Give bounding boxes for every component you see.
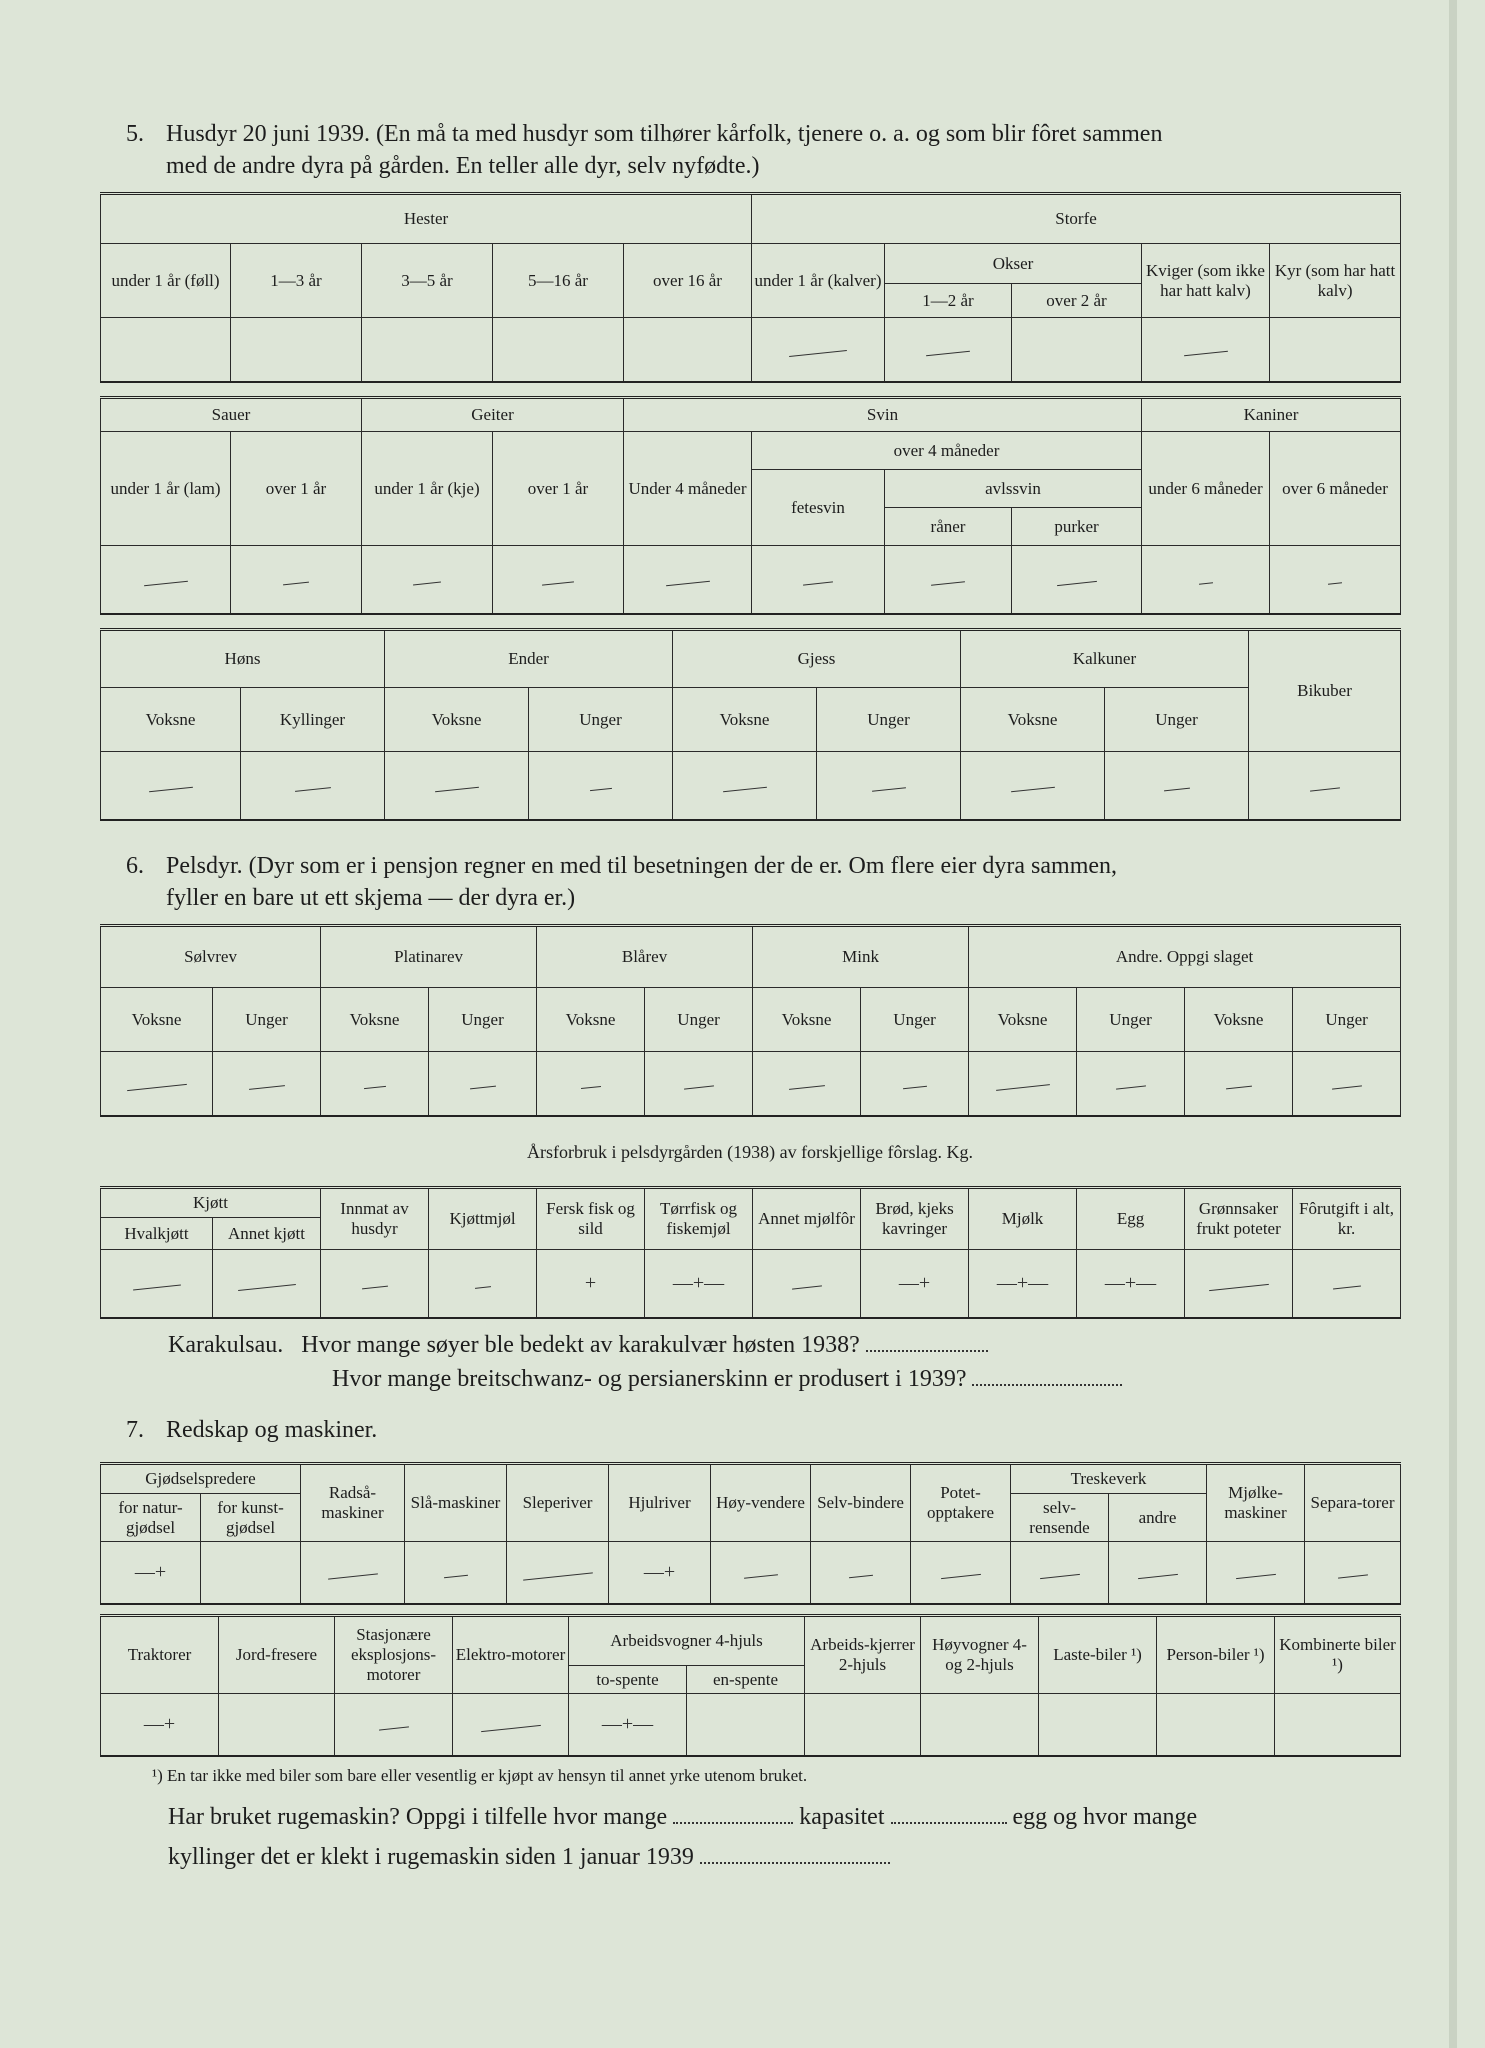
handwritten-dash — [283, 582, 309, 586]
entry-cell[interactable] — [101, 1052, 213, 1116]
handwritten-dash — [133, 1285, 181, 1291]
entry-cell[interactable] — [429, 1052, 537, 1116]
handwritten-dash — [249, 1085, 285, 1090]
col-gjess-voksne: Voksne — [673, 688, 817, 752]
col-kyllinger: Kyllinger — [241, 688, 385, 752]
entry-cell[interactable] — [231, 318, 362, 382]
header-gjess: Gjess — [673, 630, 961, 688]
entry-cell[interactable] — [961, 752, 1105, 820]
table-sauer-svin — [100, 396, 1401, 615]
handwritten-mark: —+ — [134, 1560, 167, 1583]
col-elektromotorer: Elektro-motorer — [453, 1616, 569, 1694]
col-voksne: Voksne — [101, 988, 213, 1052]
handwritten-mark: —+ — [643, 1560, 676, 1583]
col-sauer-over1: over 1 år — [231, 432, 362, 546]
entry-cell[interactable] — [1305, 1542, 1401, 1604]
entry-cell[interactable] — [885, 546, 1012, 614]
header-arbeidsvogner: Arbeidsvogner 4-hjuls — [569, 1616, 805, 1666]
col-separatorer: Separa-torer — [1305, 1464, 1401, 1542]
header-okser: Okser — [885, 244, 1142, 284]
entry-cell[interactable] — [645, 1250, 753, 1318]
entry-cell[interactable] — [1185, 1052, 1293, 1116]
header-ender: Ender — [385, 630, 673, 688]
entry-cell[interactable] — [493, 318, 624, 382]
header-treskeverk: Treskeverk — [1011, 1464, 1207, 1494]
section-7-title: 7. Redskap og maskiner. — [126, 1417, 378, 1443]
entry-cell[interactable] — [101, 318, 231, 382]
col-bikuber: Bikuber — [1249, 630, 1401, 752]
col-slamaskiner: Slå-maskiner — [405, 1464, 507, 1542]
handwritten-dash — [1236, 1574, 1276, 1579]
table-pelsdyr — [100, 924, 1401, 1117]
handwritten-dash — [1332, 1086, 1362, 1090]
handwritten-dash — [789, 1085, 825, 1090]
section-6-title: 6. Pelsdyr. (Dyr som er i pensjon regner en med til besetningen der de er. Om flere eier dyra sammen, fyller en bare ut ett skjema — der dyra er.) — [126, 853, 1118, 911]
handwritten-dash — [581, 1086, 601, 1089]
handwritten-dash — [1328, 583, 1342, 585]
col-personbiler: Person-biler ¹) — [1157, 1616, 1275, 1694]
entry-cell[interactable] — [453, 1694, 569, 1756]
col-hons-voksne: Voksne — [101, 688, 241, 752]
col-egg: Egg — [1077, 1188, 1185, 1250]
col-kaniner-over6: over 6 måneder — [1270, 432, 1401, 546]
entry-cell[interactable] — [673, 752, 817, 820]
table-vogner — [100, 1614, 1401, 1757]
col-kunstgjodsel: for kunst-gjødsel — [201, 1494, 301, 1542]
rugemaskin-kyllinger[interactable] — [700, 1862, 890, 1864]
entry-cell[interactable] — [969, 1052, 1077, 1116]
handwritten-mark: —+— — [996, 1271, 1049, 1294]
col-voksne: Voksne — [753, 988, 861, 1052]
col-ender-voksne: Voksne — [385, 688, 529, 752]
entry-cell[interactable] — [101, 1250, 213, 1318]
handwritten-dash — [723, 787, 767, 793]
entry-cell[interactable] — [537, 1250, 645, 1318]
col-hester-3-5: 3—5 år — [362, 244, 493, 318]
entry-cell[interactable] — [493, 546, 624, 614]
karakul-answer-1[interactable] — [866, 1350, 988, 1352]
handwritten-dash — [364, 1086, 386, 1089]
col-potetopptakere: Potet-opptakere — [911, 1464, 1011, 1542]
entry-cell[interactable] — [645, 1052, 753, 1116]
handwritten-dash — [1199, 583, 1213, 585]
col-radsamaskiner: Radså-maskiner — [301, 1464, 405, 1542]
handwritten-dash — [666, 581, 710, 587]
handwritten-dash — [444, 1575, 468, 1579]
col-voksne: Voksne — [321, 988, 429, 1052]
entry-cell[interactable] — [861, 1052, 969, 1116]
entry-cell[interactable] — [609, 1542, 711, 1604]
entry-cell[interactable] — [1157, 1694, 1275, 1756]
col-kombinerte-biler: Kombinerte biler ¹) — [1275, 1616, 1401, 1694]
rugemaskin-kapasitet[interactable] — [891, 1822, 1007, 1824]
rugemaskin-question: Har bruket rugemaskin? Oppgi i tilfelle hvor mange kapasitet egg og hvor mange — [168, 1804, 1198, 1830]
handwritten-dash — [149, 787, 193, 793]
entry-cell[interactable] — [321, 1250, 429, 1318]
header-andre: Andre. Oppgi slaget — [969, 926, 1401, 988]
col-annet-kjott: Annet kjøtt — [213, 1218, 321, 1250]
col-kalkuner-unger: Unger — [1105, 688, 1249, 752]
col-hoyvendere: Høy-vendere — [711, 1464, 811, 1542]
entry-cell[interactable] — [385, 752, 529, 820]
handwritten-dash — [328, 1574, 378, 1580]
entry-cell[interactable] — [624, 318, 752, 382]
col-kaniner-under6: under 6 måneder — [1142, 432, 1270, 546]
handwritten-dash — [1184, 351, 1228, 357]
section-5-title: 5. Husdyr 20 juni 1939. (En må ta med husdyr som tilhører kårfolk, tjenere o. a. og som blir fôret sammen med de andre dyra på gården. En teller alle dyr, selv nyfødte.) — [126, 121, 1163, 179]
col-jordfresere: Jord-freserе — [219, 1616, 335, 1694]
handwritten-dash — [1226, 1086, 1252, 1090]
col-kjottmjol: Kjøttmjøl — [429, 1188, 537, 1250]
col-brod: Brød, kjeks kavringer — [861, 1188, 969, 1250]
entry-cell[interactable] — [1270, 546, 1401, 614]
entry-cell[interactable] — [752, 546, 885, 614]
entry-cell[interactable] — [1012, 318, 1142, 382]
handwritten-dash — [789, 350, 847, 357]
col-unger: Unger — [429, 988, 537, 1052]
handwritten-dash — [127, 1084, 187, 1091]
col-hester-1-3: 1—3 år — [231, 244, 362, 318]
col-unger: Unger — [1293, 988, 1401, 1052]
col-en-spente: en-spente — [687, 1666, 805, 1694]
handwritten-dash — [931, 581, 965, 586]
handwritten-mark: —+ — [143, 1712, 176, 1735]
footnote: ¹) En tar ikke med biler som bare eller vesentlig er kjøpt av hensyn til annet yrke utenom bruket. — [152, 1766, 808, 1785]
col-unger: Unger — [861, 988, 969, 1052]
col-kviger: Kviger (som ikke har hatt kalv) — [1142, 244, 1270, 318]
rugemaskin-question-2: kyllinger det er klekt i rugemaskin siden 1 januar 1939 — [168, 1842, 890, 1872]
handwritten-dash — [1209, 1284, 1269, 1291]
col-innmat: Innmat av husdyr — [321, 1188, 429, 1250]
table-forbruk — [100, 1186, 1401, 1319]
entry-cell[interactable] — [1039, 1694, 1157, 1756]
col-kyr: Kyr (som har hatt kalv) — [1270, 244, 1401, 318]
header-kaniner: Kaniner — [1142, 398, 1401, 432]
entry-cell[interactable] — [1275, 1694, 1401, 1756]
header-sauer: Sauer — [101, 398, 362, 432]
col-kalver: under 1 år (kalver) — [752, 244, 885, 318]
entry-cell[interactable] — [101, 1542, 201, 1604]
handwritten-mark: + — [584, 1271, 597, 1294]
col-purker: purker — [1012, 508, 1142, 546]
col-geiter-over1: over 1 år — [493, 432, 624, 546]
col-unger: Unger — [1077, 988, 1185, 1052]
header-storfe: Storfe — [752, 194, 1401, 244]
entry-cell[interactable] — [1293, 1052, 1401, 1116]
handwritten-mark: —+— — [672, 1271, 725, 1294]
col-sleperiver: Sleperiver — [507, 1464, 609, 1542]
entry-cell[interactable] — [201, 1542, 301, 1604]
col-selvrensende: selv-rensende — [1011, 1494, 1109, 1542]
col-raner: råner — [885, 508, 1012, 546]
header-gjodselspredere: Gjødselspredere — [101, 1464, 301, 1494]
karakul-question-1: Karakulsau. Hvor mange søyer ble bedekt av karakulvær høsten 1938? — [168, 1330, 988, 1360]
col-hester-under1: under 1 år (føll) — [101, 244, 231, 318]
col-hester-5-16: 5—16 år — [493, 244, 624, 318]
handwritten-dash — [926, 351, 970, 357]
entry-cell[interactable] — [1207, 1542, 1305, 1604]
handwritten-dash — [590, 788, 612, 791]
entry-cell[interactable] — [1270, 318, 1401, 382]
header-solvrev: Sølvrev — [101, 926, 321, 988]
col-mjolk: Mjølk — [969, 1188, 1077, 1250]
handwritten-dash — [903, 1086, 927, 1090]
entry-cell[interactable] — [1012, 546, 1142, 614]
handwritten-dash — [1338, 1575, 1368, 1579]
handwritten-dash — [849, 1575, 873, 1579]
col-andre: andre — [1109, 1494, 1207, 1542]
karakul-answer-2[interactable] — [972, 1384, 1122, 1386]
entry-cell[interactable] — [911, 1542, 1011, 1604]
handwritten-dash — [996, 1084, 1050, 1091]
entry-cell[interactable] — [805, 1694, 921, 1756]
entry-cell[interactable] — [537, 1052, 645, 1116]
handwritten-dash — [362, 1286, 388, 1290]
handwritten-dash — [379, 1727, 409, 1731]
entry-cell[interactable] — [507, 1542, 609, 1604]
entry-cell[interactable] — [1249, 752, 1401, 820]
handwritten-dash — [470, 1086, 496, 1090]
entry-cell[interactable] — [817, 752, 961, 820]
col-okser-over2: over 2 år — [1012, 284, 1142, 318]
entry-cell[interactable] — [335, 1694, 453, 1756]
handwritten-dash — [1116, 1086, 1146, 1090]
entry-cell[interactable] — [1142, 546, 1270, 614]
col-voksne: Voksne — [1185, 988, 1293, 1052]
entry-cell[interactable] — [753, 1250, 861, 1318]
handwritten-dash — [435, 787, 479, 793]
col-hjulriver: Hjulriver — [609, 1464, 711, 1542]
entry-cell[interactable] — [569, 1694, 687, 1756]
col-hoyvogner: Høyvogner 4- og 2-hjuls — [921, 1616, 1039, 1694]
entry-cell[interactable] — [219, 1694, 335, 1756]
karakul-question-2: Hvor mange breitschwanz- og persianerskinn er produsert i 1939? — [332, 1364, 1122, 1394]
entry-cell[interactable] — [1142, 318, 1270, 382]
handwritten-dash — [744, 1574, 778, 1579]
table-hester-storfe — [100, 192, 1401, 383]
table-fjorfe — [100, 628, 1401, 821]
col-annet-mjolfor: Annet mjølfôr — [753, 1188, 861, 1250]
header-svin: Svin — [624, 398, 1142, 432]
entry-cell[interactable] — [101, 1694, 219, 1756]
handwritten-dash — [144, 581, 188, 587]
entry-cell[interactable] — [362, 546, 493, 614]
entry-cell[interactable] — [1293, 1250, 1401, 1318]
handwritten-dash — [475, 1286, 491, 1289]
col-to-spente: to-spente — [569, 1666, 687, 1694]
header-blarev: Blårev — [537, 926, 753, 988]
entry-cell[interactable] — [1109, 1542, 1207, 1604]
handwritten-dash — [941, 1574, 981, 1579]
col-mjolkemaskiner: Mjølke-maskiner — [1207, 1464, 1305, 1542]
col-torrfisk: Tørrfisk og fiskemjøl — [645, 1188, 753, 1250]
entry-cell[interactable] — [321, 1052, 429, 1116]
entry-cell[interactable] — [529, 752, 673, 820]
header-mink: Mink — [753, 926, 969, 988]
handwritten-dash — [1164, 788, 1190, 792]
entry-cell[interactable] — [1011, 1542, 1109, 1604]
entry-cell[interactable] — [687, 1694, 805, 1756]
col-stasjonaere-motorer: Stasjonære eksplosjons-motorer — [335, 1616, 453, 1694]
col-lastebiler: Laste-biler ¹) — [1039, 1616, 1157, 1694]
handwritten-dash — [1057, 581, 1097, 586]
col-voksne: Voksne — [537, 988, 645, 1052]
col-unger: Unger — [645, 988, 753, 1052]
handwritten-dash — [803, 582, 833, 586]
header-kalkuner: Kalkuner — [961, 630, 1249, 688]
handwritten-dash — [523, 1573, 593, 1581]
handwritten-dash — [1333, 1286, 1361, 1290]
col-arbeidskjerrer: Arbeids-kjerrer 2-hjuls — [805, 1616, 921, 1694]
entry-cell[interactable] — [362, 318, 493, 382]
entry-cell[interactable] — [1105, 752, 1249, 820]
entry-cell[interactable] — [101, 546, 231, 614]
entry-cell[interactable] — [753, 1052, 861, 1116]
col-okser-1-2: 1—2 år — [885, 284, 1012, 318]
header-kjott: Kjøtt — [101, 1188, 321, 1218]
entry-cell[interactable] — [624, 546, 752, 614]
handwritten-mark: —+— — [1104, 1271, 1157, 1294]
entry-cell[interactable] — [861, 1250, 969, 1318]
col-gjess-unger: Unger — [817, 688, 961, 752]
entry-cell[interactable] — [301, 1542, 405, 1604]
table-redskap — [100, 1462, 1401, 1605]
col-gronnsaker: Grønnsaker frukt poteter — [1185, 1188, 1293, 1250]
handwritten-dash — [872, 787, 906, 792]
entry-cell[interactable] — [231, 546, 362, 614]
col-selvbindere: Selv-bindere — [811, 1464, 911, 1542]
col-ender-unger: Unger — [529, 688, 673, 752]
entry-cell[interactable] — [1077, 1250, 1185, 1318]
col-hester-over16: over 16 år — [624, 244, 752, 318]
entry-cell[interactable] — [101, 752, 241, 820]
handwritten-dash — [481, 1725, 541, 1732]
entry-cell[interactable] — [429, 1250, 537, 1318]
col-hvalkjott: Hvalkjøtt — [101, 1218, 213, 1250]
handwritten-dash — [684, 1086, 714, 1090]
header-avlssvin: avlssvin — [885, 470, 1142, 508]
entry-cell[interactable] — [921, 1694, 1039, 1756]
page-edge — [1449, 0, 1457, 2048]
entry-cell[interactable] — [405, 1542, 507, 1604]
handwritten-dash — [542, 582, 574, 586]
header-hester: Hester — [101, 194, 752, 244]
entry-cell[interactable] — [241, 752, 385, 820]
header-platinarev: Platinarev — [321, 926, 537, 988]
col-fersk-fisk: Fersk fisk og sild — [537, 1188, 645, 1250]
handwritten-dash — [413, 582, 441, 586]
handwritten-dash — [1040, 1574, 1080, 1579]
header-geiter: Geiter — [362, 398, 624, 432]
forbruk-heading: Årsforbruk i pelsdyrgården (1938) av forskjellige fôrslag. Kg. — [526, 1142, 974, 1162]
col-naturgjodsel: for natur-gjødsel — [101, 1494, 201, 1542]
entry-cell[interactable] — [811, 1542, 911, 1604]
col-kje: under 1 år (kje) — [362, 432, 493, 546]
col-lam: under 1 år (lam) — [101, 432, 231, 546]
handwritten-dash — [1011, 787, 1055, 793]
col-unger: Unger — [213, 988, 321, 1052]
col-forutgift: Fôrutgift i alt, kr. — [1293, 1188, 1401, 1250]
handwritten-dash — [295, 787, 331, 792]
entry-cell[interactable] — [1077, 1052, 1185, 1116]
header-hons: Høns — [101, 630, 385, 688]
handwritten-dash — [238, 1284, 296, 1291]
handwritten-mark: —+— — [601, 1712, 654, 1735]
handwritten-dash — [1310, 788, 1340, 792]
rugemaskin-antall[interactable] — [673, 1822, 793, 1824]
entry-cell[interactable] — [969, 1250, 1077, 1318]
col-svin-under4: Under 4 måneder — [624, 432, 752, 546]
entry-cell[interactable] — [752, 318, 885, 382]
entry-cell[interactable] — [711, 1542, 811, 1604]
col-kalkuner-voksne: Voksne — [961, 688, 1105, 752]
entry-cell[interactable] — [1185, 1250, 1293, 1318]
handwritten-dash — [1138, 1574, 1178, 1579]
entry-cell[interactable] — [213, 1052, 321, 1116]
header-over4: over 4 måneder — [752, 432, 1142, 470]
entry-cell[interactable] — [213, 1250, 321, 1318]
col-traktorer: Traktorer — [101, 1616, 219, 1694]
col-voksne: Voksne — [969, 988, 1077, 1052]
handwritten-dash — [792, 1286, 822, 1290]
col-fetesvin: fetesvin — [752, 470, 885, 546]
handwritten-mark: —+ — [898, 1271, 931, 1294]
entry-cell[interactable] — [885, 318, 1012, 382]
